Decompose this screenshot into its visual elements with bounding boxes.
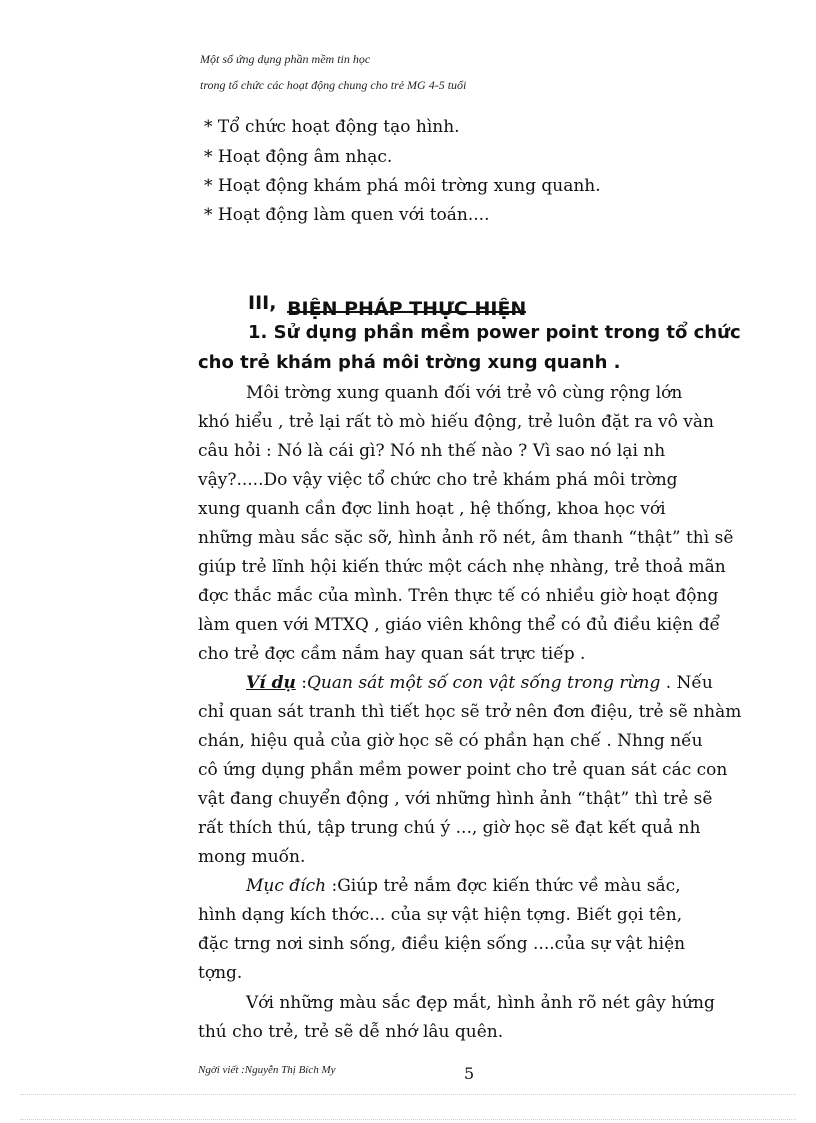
purpose-label: Mục đích: [246, 876, 327, 896]
paragraph-line: cô ứng dụng phần mềm power point cho trẻ quan sát các con: [198, 760, 728, 780]
paragraph-line: những màu sắc sặc sỡ, hình ảnh rõ nét, âm thanh “thật” thì sẽ: [198, 528, 734, 548]
page-divider: [20, 1119, 796, 1120]
example-colon: :: [295, 673, 307, 693]
bullet-item: * Hoạt động khám phá môi trờng xung quanh.: [204, 176, 601, 196]
paragraph-line: Môi trờng xung quanh đối với trẻ vô cùng rộng lớn: [246, 383, 683, 403]
bullet-item: * Tổ chức hoạt động tạo hình.: [204, 117, 460, 137]
section-title: BIỆN PHÁP THỰC HIỆN: [287, 298, 527, 320]
header-line-1: Một số ứng dụng phần mềm tin học: [200, 52, 371, 66]
paragraph-line: rất thích thú, tập trung chú ý ..., giờ học sẽ đạt kết quả nh: [198, 818, 701, 838]
paragraph-line: làm quen với MTXQ , giáo viên không thể có đủ điều kiện để: [198, 615, 720, 635]
paragraph-line: cho trẻ đợc cầm nắm hay quan sát trực tiếp .: [198, 644, 586, 664]
paragraph-line: khó hiểu , trẻ lại rất tò mò hiếu động, trẻ luôn đặt ra vô vàn: [198, 412, 714, 432]
example-topic: Quan sát một số con vật sống trong rừng: [306, 673, 661, 693]
example-label: Ví dụ: [246, 673, 296, 693]
footer-author: Ngời viết :Nguyễn Thị Bích My: [198, 1064, 336, 1076]
subsection-title-line-1: 1. Sử dụng phần mềm power point trong tổ chức: [248, 322, 741, 343]
page-divider: [20, 1094, 796, 1095]
paragraph-line: chán, hiệu quả của giờ học sẽ có phần hạn chế . Nhng nếu: [198, 731, 703, 751]
paragraph-line: chỉ quan sát tranh thì tiết học sẽ trở nên đơn điệu, trẻ sẽ nhàm: [198, 702, 742, 722]
paragraph-line: hình dạng kích thớc... của sự vật hiện tợng. Biết gọi tên,: [198, 905, 683, 925]
paragraph-line: vậy?.....Do vậy việc tổ chức cho trẻ khám phá môi trờng: [198, 470, 678, 490]
paragraph-line: vật đang chuyển động , với những hình ảnh “thật” thì trẻ sẽ: [198, 789, 713, 809]
purpose-line: [246, 876, 681, 896]
purpose-text: :Giúp trẻ nắm đợc kiến thức về màu sắc,: [326, 876, 681, 896]
paragraph-line: Với những màu sắc đẹp mắt, hình ảnh rõ nét gây hứng: [246, 993, 715, 1013]
section-number: III,: [248, 292, 277, 314]
paragraph-line: mong muốn.: [198, 847, 306, 867]
paragraph-line: giúp trẻ lĩnh hội kiến thức một cách nhẹ nhàng, trẻ thoả mãn: [198, 557, 726, 577]
paragraph-line: thú cho trẻ, trẻ sẽ dễ nhớ lâu quên.: [198, 1022, 504, 1042]
page-number: 5: [464, 1064, 475, 1083]
bullet-item: * Hoạt động âm nhạc.: [204, 147, 393, 167]
bullet-item: * Hoạt động làm quen với toán....: [204, 205, 490, 225]
paragraph-line: đợc thắc mắc của mình. Trên thực tế có nhiều giờ hoạt động: [198, 586, 719, 606]
paragraph-line: đặc trng nơi sinh sống, điều kiện sống ....của sự vật hiện: [198, 934, 686, 954]
section-heading: [248, 292, 527, 320]
example-rest: . Nếu: [660, 673, 713, 693]
paragraph-line: câu hỏi : Nó là cái gì? Nó nh thế nào ? Vì sao nó lại nh: [198, 441, 666, 461]
example-line: [246, 673, 713, 693]
subsection-title-line-2: cho trẻ khám phá môi trờng xung quanh .: [198, 352, 621, 373]
header-line-2: trong tổ chức các hoạt động chung cho trẻ MG 4-5 tuổi: [200, 78, 467, 92]
paragraph-line: tợng.: [198, 963, 243, 983]
paragraph-line: xung quanh cần đợc linh hoạt , hệ thống, khoa học với: [198, 499, 666, 519]
